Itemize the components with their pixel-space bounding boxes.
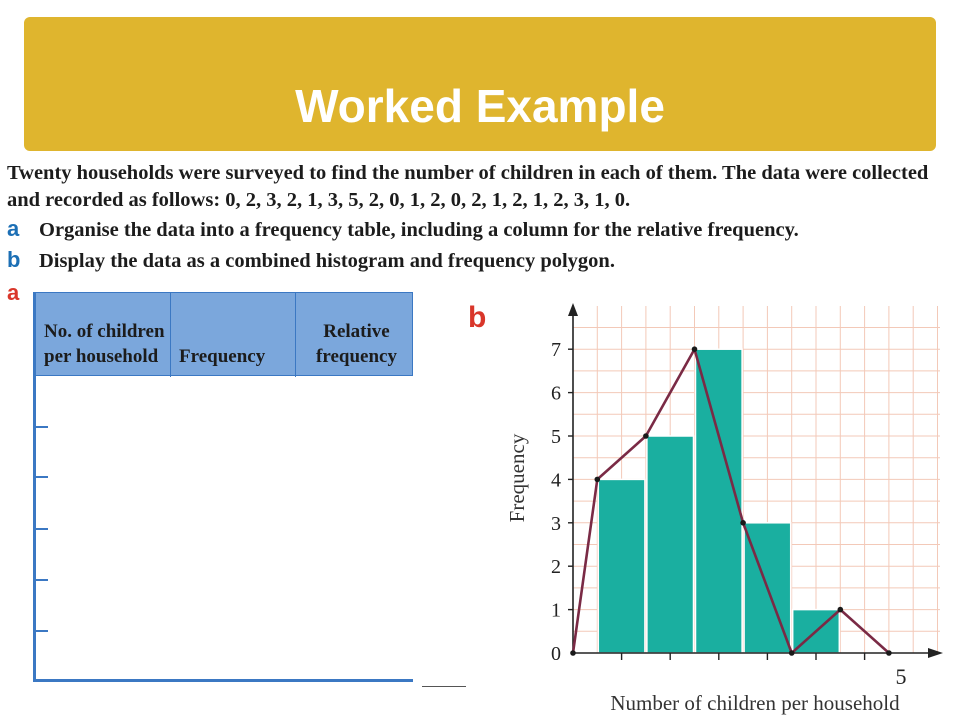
column-divider [295,293,296,377]
y-tick-label: 4 [551,469,561,492]
y-axis-arrow [568,303,578,316]
header-frequency: Frequency [179,346,266,367]
histogram-bar [696,349,743,653]
histogram-bar [598,479,645,653]
column-divider [170,293,171,377]
question-b-text: Display the data as a combined histogram and frequency polygon. [39,250,615,272]
polygon-point [570,650,576,656]
row-divider [36,630,48,632]
polygon-point [643,433,649,439]
table-header [36,292,413,376]
question-a [7,215,799,244]
row-divider [36,476,48,478]
y-tick-label: 1 [551,599,561,622]
polygon-point [789,650,795,656]
part-a-label: a [7,280,20,305]
question-a-letter: a [7,216,20,241]
row-divider [36,528,48,530]
question-a-text: Organise the data into a frequency table, including a column for the relative frequency. [39,219,799,241]
y-tick-label: 6 [551,382,561,405]
y-tick-label: 5 [551,426,561,448]
x-axis-label: Number of children per household [610,691,900,715]
row-divider [36,579,48,581]
polygon-point [595,477,601,483]
slide-title: Worked Example [295,80,665,132]
polygon-point [838,607,844,613]
question-b [7,246,615,275]
y-axis-label: Frequency [505,433,529,523]
histogram-bar [647,436,694,653]
question-b-letter: b [7,247,21,272]
table-underline [422,686,466,687]
polygon-point [886,650,892,656]
frequency-table [33,292,413,682]
row-divider [36,426,48,428]
header-children: No. of children per household [44,321,165,367]
y-tick-label: 0 [551,643,561,665]
part-b-label: b [468,301,487,334]
polygon-point [692,346,698,352]
y-tick-label: 3 [551,512,561,535]
title-banner [24,17,936,151]
y-tick-label: 2 [551,556,561,579]
polygon-point [740,520,746,526]
histogram-polygon-chart [500,298,945,718]
problem-statement: Twenty households were surveyed to find the number of children in each of them. The data were collected and recorded as follows: 0, 2, 3, 2, 1, 3, 5, 2, 0, 1, 2, 0, 2, 1, 2, 1, 2, 3, 1, 0. [7,162,929,211]
header-relative-frequency: Relative frequency [316,321,397,367]
x-tick-label: 5 [895,664,907,689]
x-axis-arrow [928,648,943,658]
y-tick-label: 7 [551,339,561,362]
